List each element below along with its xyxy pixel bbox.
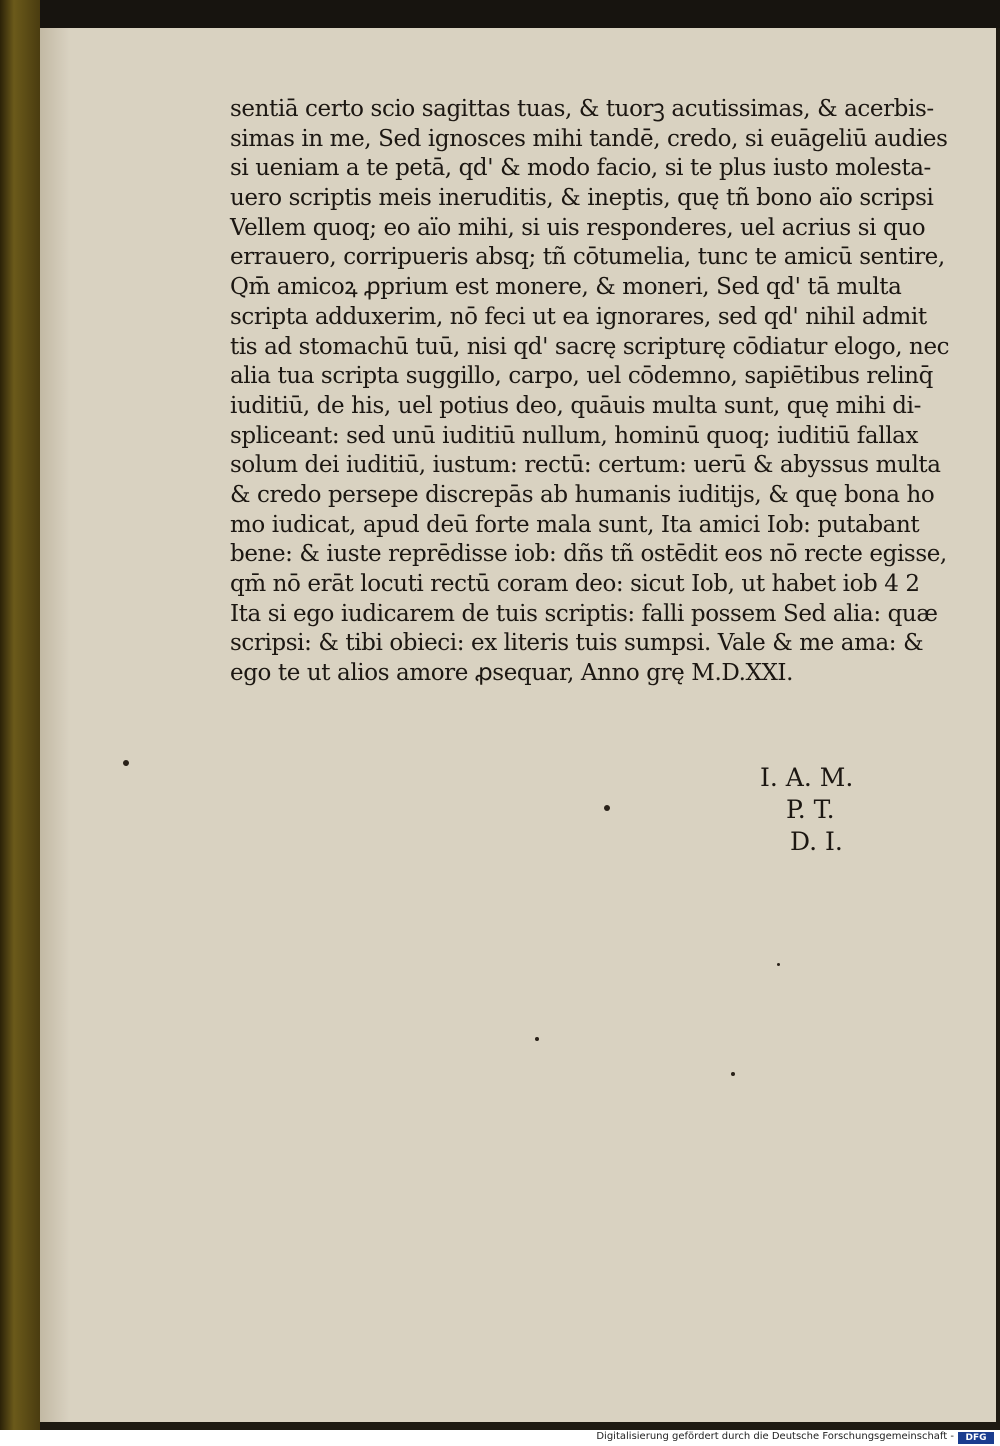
text-line: si ueniam a te petā, qd' & modo facio, si te plus iusto molesta- bbox=[230, 155, 931, 182]
dfg-logo-icon: DFG bbox=[958, 1432, 994, 1444]
text-line: alia tua scripta suggillo, carpo, uel cōdemno, sapiētibus relinq̄ bbox=[230, 363, 933, 390]
text-line: tis ad stomachū tuū, nisi qd' sacrę scripturę cōdiatur elogo, nec bbox=[230, 333, 950, 360]
text-line: bene: & iuste reprēdisse iob: dñs tñ ostēdit eos nō recte egisse, bbox=[230, 541, 947, 568]
text-line: scripta adduxerim, nō feci ut ea ignorares, sed qd' nihil admit bbox=[230, 303, 927, 330]
text-line: iuditiū, de his, uel potius deo, quāuis multa sunt, quę mihi di- bbox=[230, 392, 921, 419]
text-line: errauero, corripueris absq; tñ cōtumelia, tunc te amicū sentire, bbox=[230, 244, 945, 271]
text-line: spliceant: sed unū iuditiū nullum, hominū quoq; iuditiū fallax bbox=[230, 422, 919, 449]
text-line: solum dei iuditiū, iustum: rectū: certum: uerū & abyssus multa bbox=[230, 452, 941, 479]
footer-credit: Digitalisierung gefördert durch die Deutsche Forschungsgemeinschaft - bbox=[596, 1431, 954, 1442]
text-line: qm̄ nō erāt locuti rectū coram deo: sicut Iob, ut habet iob 4 2 bbox=[230, 571, 920, 597]
ink-speck bbox=[535, 1037, 539, 1041]
text-line: sentiā certo scio sagittas tuas, & tuorꝫ acutissimas, & acerbis- bbox=[230, 96, 934, 122]
initials-line: P. T. bbox=[786, 795, 835, 824]
body-text bbox=[230, 95, 950, 689]
ink-speck bbox=[604, 805, 610, 811]
footer-bar bbox=[0, 1430, 1000, 1446]
text-line: simas in me, Sed ignosces mihi tandē, credo, si euāgeliū audies bbox=[230, 125, 948, 152]
ink-speck bbox=[777, 963, 780, 966]
text-line: Qm̄ amicoꝝ ꝓprium est monere, & moneri, Sed qd' tā multa bbox=[230, 274, 902, 301]
signature-initials bbox=[740, 762, 900, 858]
ink-speck bbox=[731, 1072, 735, 1076]
book-spine-edge bbox=[0, 0, 40, 1430]
text-line: mo iudicat, apud deū forte mala sunt, Ita amici Iob: putabant bbox=[230, 511, 920, 538]
text-line: Vellem quoq; eo aïo mihi, si uis responderes, uel acrius si quo bbox=[230, 214, 926, 241]
initials-line: D. I. bbox=[790, 827, 843, 856]
ink-speck bbox=[123, 760, 129, 766]
text-line: ego te ut alios amore ꝓsequar, Anno grę M.D.XXI. bbox=[230, 660, 794, 687]
text-line: uero scriptis meis ineruditis, & ineptis, quę tñ bono aïo scripsi bbox=[230, 185, 934, 212]
text-line: Ita si ego iudicarem de tuis scriptis: falli possem Sed alia: quæ bbox=[230, 600, 938, 627]
text-line: scripsi: & tibi obieci: ex literis tuis sumpsi. Vale & me ama: & bbox=[230, 630, 924, 657]
text-line: & credo persepe discrepās ab humanis iuditijs, & quę bona ho bbox=[230, 481, 935, 508]
initials-line: I. A. M. bbox=[760, 763, 854, 792]
scan-top-edge bbox=[40, 0, 1000, 28]
